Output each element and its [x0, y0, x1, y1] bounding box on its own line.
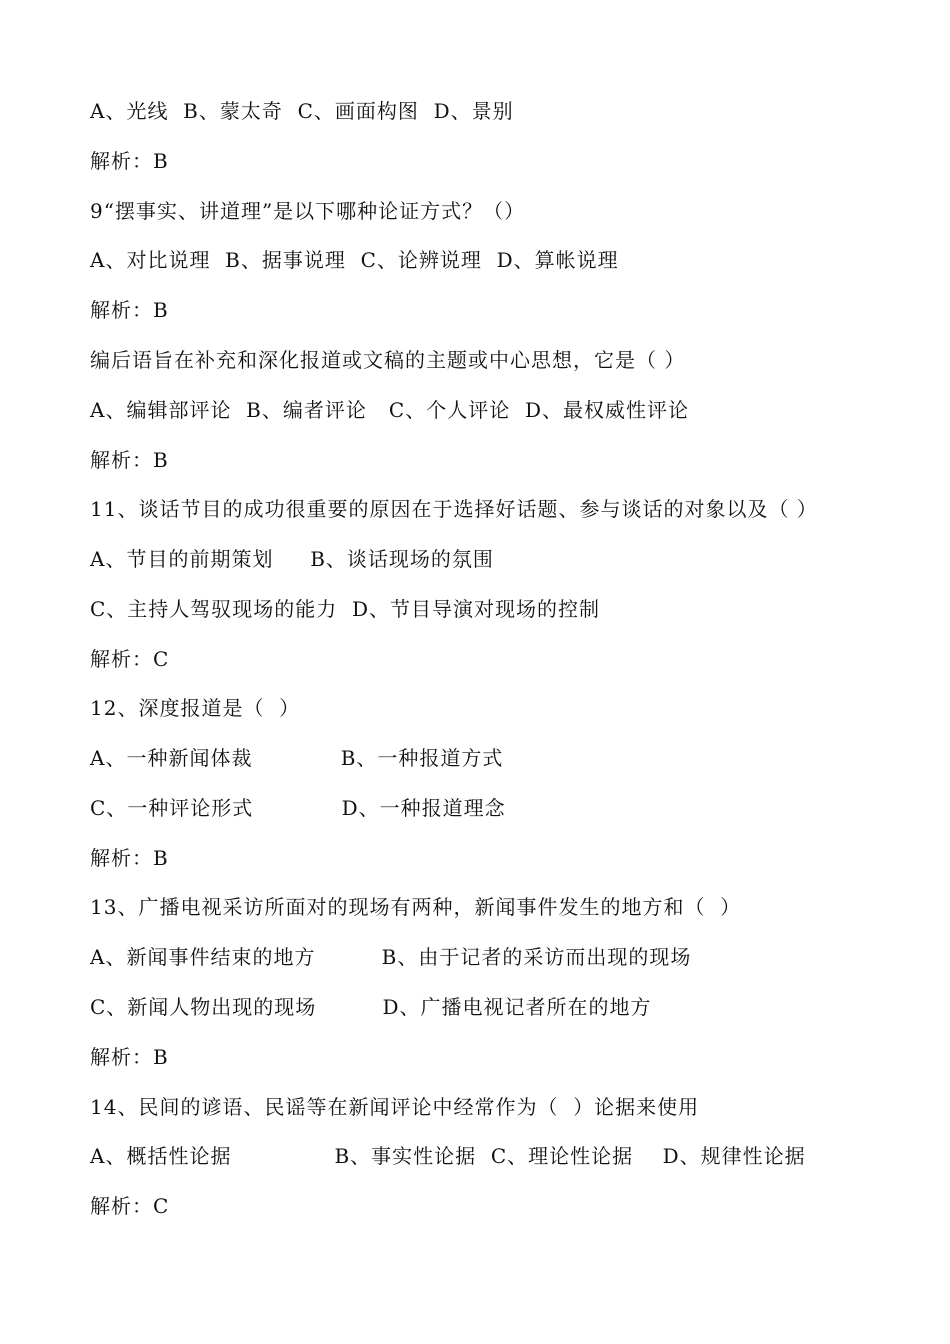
answer-line: 解析：B: [90, 1045, 169, 1069]
option-line: C、一种评论形式 D、一种报道理念: [90, 796, 506, 820]
option-line: C、新闻人物出现的现场 D、广播电视记者所在的地方: [90, 995, 652, 1019]
option-line: A、编辑部评论 B、编者评论 C、个人评论 D、最权威性评论: [90, 398, 689, 422]
question-line: 编后语旨在补充和深化报道或文稿的主题或中心思想，它是（ ）: [90, 348, 686, 372]
option-line: C、主持人驾驭现场的能力 D、节目导演对现场的控制: [90, 597, 601, 621]
question-line: 9“摆事实、讲道理”是以下哪种论证方式？（）: [90, 199, 526, 223]
option-line: A、概括性论据 B、事实性论据 C、理论性论据 D、规律性论据: [90, 1144, 806, 1168]
answer-line: 解析：B: [90, 448, 169, 472]
option-line: A、节目的前期策划 B、谈话现场的氛围: [90, 547, 494, 571]
question-line: 13、广播电视采访所面对的现场有两种，新闻事件发生的地方和（ ）: [90, 895, 742, 919]
answer-line: 解析：B: [90, 149, 169, 173]
option-line: A、对比说理 B、据事说理 C、论辨说理 D、算帐说理: [90, 248, 619, 272]
option-line: A、光线 B、蒙太奇 C、画面构图 D、景别: [90, 99, 514, 123]
option-line: A、一种新闻体裁 B、一种报道方式: [90, 746, 504, 770]
answer-line: 解析：C: [90, 1194, 170, 1218]
question-line: 12、深度报道是（ ）: [90, 696, 301, 720]
question-line: 11、谈话节目的成功很重要的原因在于选择好话题、参与谈话的对象以及（ ）: [90, 497, 818, 521]
question-line: 14、民间的谚语、民谣等在新闻评论中经常作为（ ）论据来使用: [90, 1095, 700, 1119]
answer-line: 解析：C: [90, 647, 170, 671]
answer-line: 解析：B: [90, 846, 169, 870]
option-line: A、新闻事件结束的地方 B、由于记者的采访而出现的现场: [90, 945, 692, 969]
answer-line: 解析：B: [90, 298, 169, 322]
